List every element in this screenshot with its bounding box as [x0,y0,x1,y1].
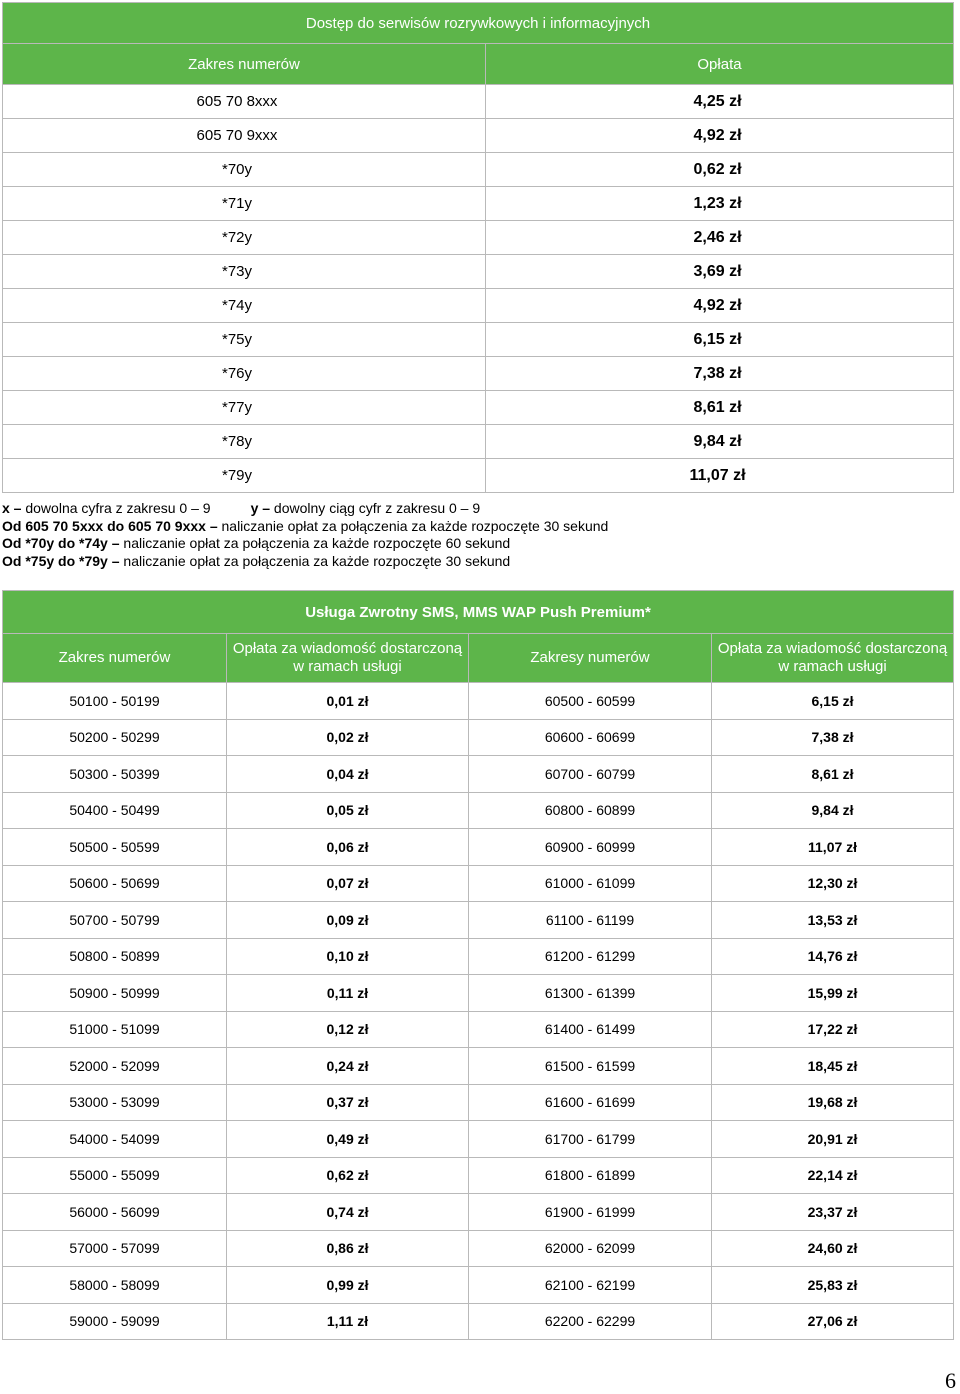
fee-cell: 0,07 zł [227,865,469,902]
number-range-cell: *79y [3,459,486,493]
number-range-cell: 60500 - 60599 [469,683,712,720]
fee-cell: 6,15 zł [486,323,954,357]
number-range-cell: 62000 - 62099 [469,1230,712,1267]
legend-line [2,518,608,536]
number-range-cell: 61800 - 61899 [469,1157,712,1194]
table-row [3,756,954,793]
table-row [3,255,954,289]
fee-cell: 7,38 zł [486,357,954,391]
fee-cell: 2,46 zł [486,221,954,255]
table-row [3,391,954,425]
fee-cell: 0,37 zł [227,1084,469,1121]
fee-cell: 25,83 zł [712,1267,954,1304]
fee-cell: 12,30 zł [712,865,954,902]
table-row [3,938,954,975]
number-range-cell: 51000 - 51099 [3,1011,227,1048]
table-row [3,119,954,153]
fee-cell: 0,99 zł [227,1267,469,1304]
table-row [3,902,954,939]
number-range-cell: *75y [3,323,486,357]
page-number: 6 [945,1368,956,1393]
number-range-cell: 605 70 8xxx [3,85,486,119]
table-row [3,425,954,459]
fee-cell: 4,25 zł [486,85,954,119]
fee-cell: 15,99 zł [712,975,954,1012]
column-header-number-ranges: Zakresy numerów [469,634,712,683]
legend-key: Od *75y do *79y – [2,552,120,569]
number-range-cell: 50600 - 50699 [3,865,227,902]
fee-cell: 0,04 zł [227,756,469,793]
table-row [3,1011,954,1048]
fee-cell: 0,01 zł [227,683,469,720]
number-range-cell: 61100 - 61199 [469,902,712,939]
legend-key: x – [2,500,22,516]
number-range-cell: 61900 - 61999 [469,1194,712,1231]
fee-cell: 0,24 zł [227,1048,469,1085]
fee-cell: 0,86 zł [227,1230,469,1267]
number-range-cell: 50700 - 50799 [3,902,227,939]
column-header-number-range: Zakres numerów [3,44,486,85]
fee-cell: 4,92 zł [486,289,954,323]
number-range-cell: 50500 - 50599 [3,829,227,866]
number-range-cell: *76y [3,357,486,391]
fee-cell: 8,61 zł [712,756,954,793]
table-row [3,1084,954,1121]
fee-cell: 4,92 zł [486,119,954,153]
number-range-cell: *78y [3,425,486,459]
legend-line [2,535,608,553]
column-header-message-fee: Opłata za wiadomość dostarczoną w ramach usługi [227,634,469,683]
table-row [3,683,954,720]
fee-cell: 0,11 zł [227,975,469,1012]
number-range-cell: 61300 - 61399 [469,975,712,1012]
number-range-cell: 50200 - 50299 [3,719,227,756]
number-range-cell: 60900 - 60999 [469,829,712,866]
number-range-cell: *70y [3,153,486,187]
number-range-cell: 59000 - 59099 [3,1303,227,1340]
fee-cell: 0,62 zł [227,1157,469,1194]
table-row [3,323,954,357]
table-row [3,459,954,493]
number-range-cell: 54000 - 54099 [3,1121,227,1158]
fee-cell: 13,53 zł [712,902,954,939]
fee-cell: 0,06 zł [227,829,469,866]
fee-cell: 8,61 zł [486,391,954,425]
table-row [3,357,954,391]
number-range-cell: 50800 - 50899 [3,938,227,975]
fee-cell: 18,45 zł [712,1048,954,1085]
number-range-cell: 62200 - 62299 [469,1303,712,1340]
fee-cell: 0,74 zł [227,1194,469,1231]
legend-key: Od *70y do *74y – [2,535,120,551]
table-row [3,1121,954,1158]
number-range-cell: 52000 - 52099 [3,1048,227,1085]
number-range-cell: 605 70 9xxx [3,119,486,153]
legend-text: naliczanie opłat za połączenia za każde rozpoczęte 60 sekund [119,535,511,551]
legend-text: naliczanie opłat za połączenia za każde rozpoczęte 30 sekund [119,552,511,569]
table-row [3,221,954,255]
table-row [3,975,954,1012]
fee-cell: 0,05 zł [227,792,469,829]
fee-cell: 23,37 zł [712,1194,954,1231]
fee-cell: 0,62 zł [486,153,954,187]
table-row [3,289,954,323]
fee-cell: 9,84 zł [486,425,954,459]
number-range-cell: 60600 - 60699 [469,719,712,756]
table-title: Usługa Zwrotny SMS, MMS WAP Push Premium* [3,591,954,634]
number-range-cell: *77y [3,391,486,425]
fee-cell: 9,84 zł [712,792,954,829]
legend-key: y – [250,500,271,516]
fee-cell: 19,68 zł [712,1084,954,1121]
fee-cell: 11,07 zł [712,829,954,866]
column-header-number-range: Zakres numerów [3,634,227,683]
legend-text: naliczanie opłat za połączenia za każde rozpoczęte 30 sekund [217,517,609,534]
column-header-fee: Opłata [486,44,954,85]
table-row [3,792,954,829]
fee-cell: 0,02 zł [227,719,469,756]
column-header-message-fee: Opłata za wiadomość dostarczoną w ramach usługi [712,634,954,683]
table-row [3,719,954,756]
table-row [3,865,954,902]
number-range-cell: 50100 - 50199 [3,683,227,720]
table-row [3,1048,954,1085]
number-range-cell: 61200 - 61299 [469,938,712,975]
fee-cell: 14,76 zł [712,938,954,975]
legend-text: dowolny ciąg cyfr z zakresu 0 – 9 [270,500,481,516]
number-range-cell: 60700 - 60799 [469,756,712,793]
legend-text: dowolna cyfra z zakresu 0 – 9 [21,500,211,516]
fee-cell: 1,23 zł [486,187,954,221]
fee-cell: 20,91 zł [712,1121,954,1158]
number-range-cell: 50900 - 50999 [3,975,227,1012]
table-title: Dostęp do serwisów rozrywkowych i informacyjnych [3,3,954,44]
fee-cell: 0,09 zł [227,902,469,939]
number-range-cell: 57000 - 57099 [3,1230,227,1267]
table-row [3,153,954,187]
legend-line [2,500,608,518]
table-row [3,1230,954,1267]
fees-table-premium-sms [2,590,954,1340]
number-range-cell: 61400 - 61499 [469,1011,712,1048]
legend-key: Od 605 70 5xxx do 605 70 9xxx – [2,517,218,534]
table-row [3,85,954,119]
table-row [3,829,954,866]
fee-cell: 0,10 zł [227,938,469,975]
fee-cell: 7,38 zł [712,719,954,756]
fee-cell: 11,07 zł [486,459,954,493]
number-range-cell: 62100 - 62199 [469,1267,712,1304]
fee-cell: 22,14 zł [712,1157,954,1194]
legend-line [2,553,608,571]
number-range-cell: 58000 - 58099 [3,1267,227,1304]
fee-cell: 17,22 zł [712,1011,954,1048]
fee-cell: 24,60 zł [712,1230,954,1267]
number-range-cell: *74y [3,289,486,323]
fees-table-entertainment [2,2,954,493]
fee-cell: 27,06 zł [712,1303,954,1340]
number-range-cell: 55000 - 55099 [3,1157,227,1194]
number-range-cell: 61500 - 61599 [469,1048,712,1085]
table-row [3,1267,954,1304]
fee-cell: 0,49 zł [227,1121,469,1158]
number-range-cell: 50400 - 50499 [3,792,227,829]
number-range-cell: 61700 - 61799 [469,1121,712,1158]
number-range-cell: *71y [3,187,486,221]
number-range-cell: 61600 - 61699 [469,1084,712,1121]
number-range-cell: 61000 - 61099 [469,865,712,902]
number-range-cell: *73y [3,255,486,289]
number-range-cell: *72y [3,221,486,255]
number-range-cell: 60800 - 60899 [469,792,712,829]
table-row [3,1303,954,1340]
fee-cell: 0,12 zł [227,1011,469,1048]
fee-cell: 3,69 zł [486,255,954,289]
fee-cell: 6,15 zł [712,683,954,720]
number-range-cell: 50300 - 50399 [3,756,227,793]
table-row [3,1157,954,1194]
number-range-cell: 56000 - 56099 [3,1194,227,1231]
number-range-cell: 53000 - 53099 [3,1084,227,1121]
table-row [3,1194,954,1231]
legend-notes [2,500,608,570]
table-row [3,187,954,221]
fee-cell: 1,11 zł [227,1303,469,1340]
